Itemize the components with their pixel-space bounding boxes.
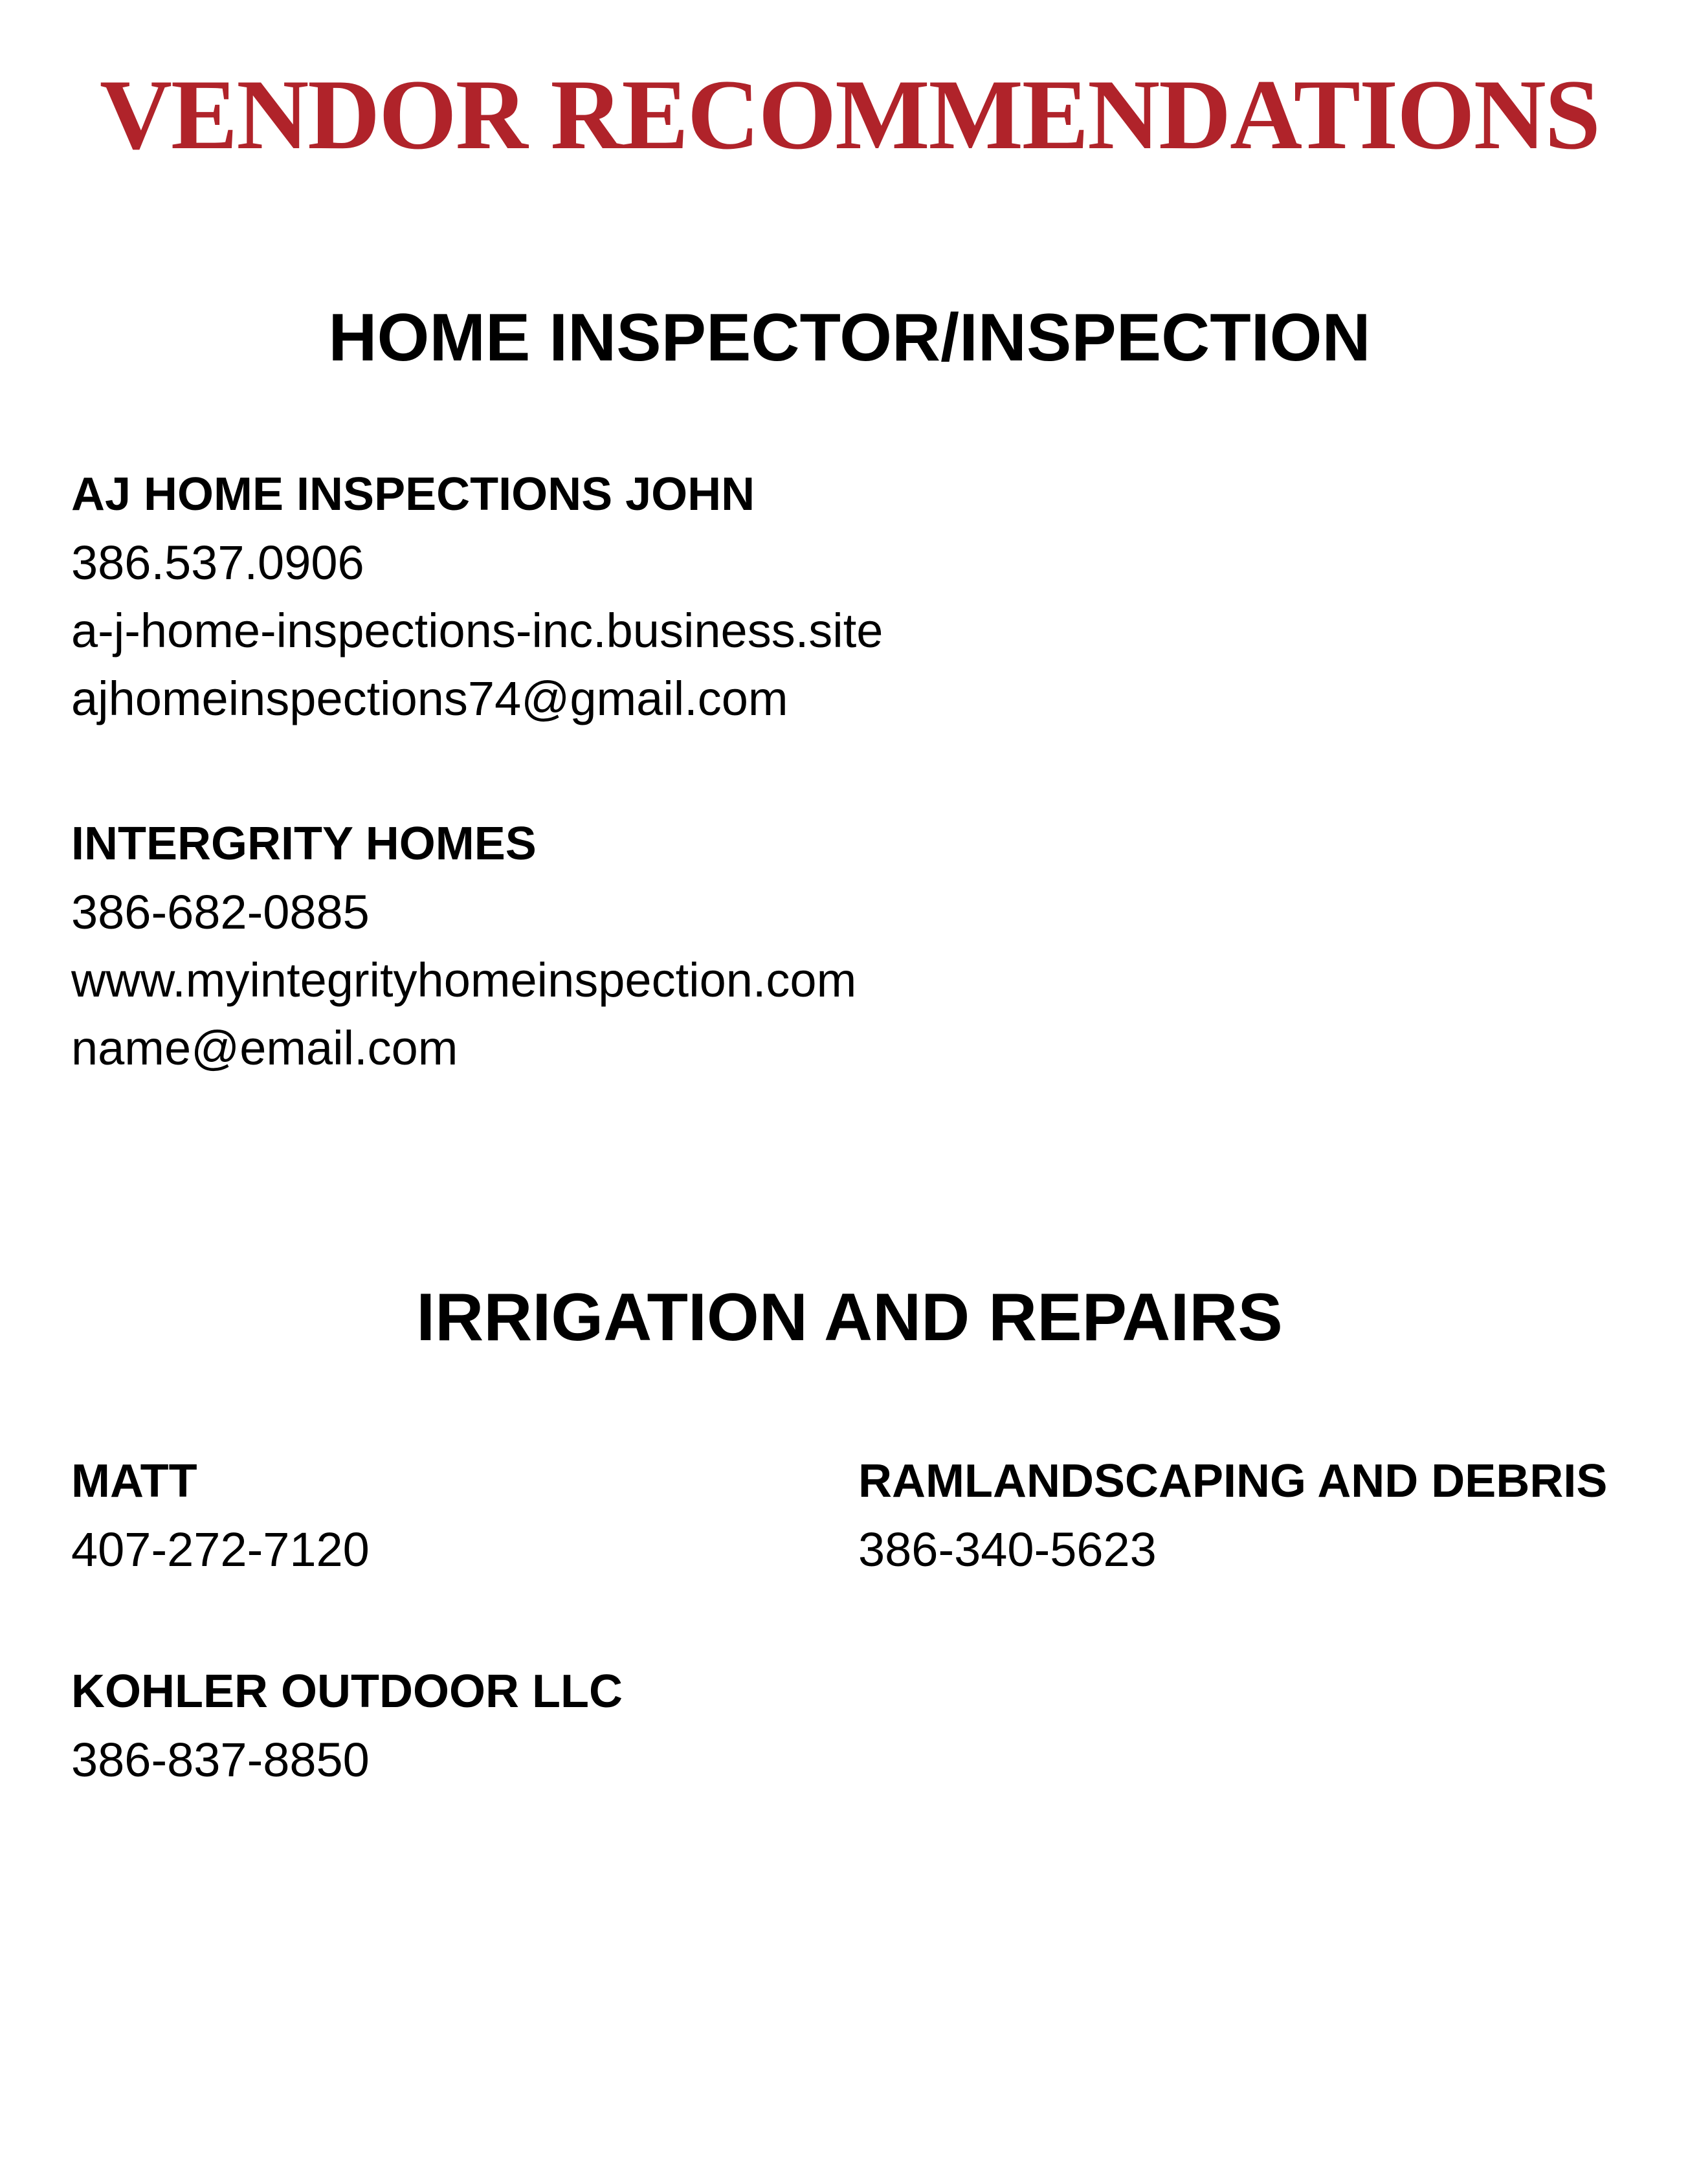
section-heading-irrigation: IRRIGATION AND REPAIRS: [416, 1280, 1283, 1355]
vendor-phone: 407-272-7120: [71, 1523, 370, 1576]
vendor-phone: 386-837-8850: [71, 1733, 370, 1787]
vendor-name: KOHLER OUTDOOR LLC: [71, 1666, 623, 1717]
vendor-card-kohler-outdoor: [71, 1658, 623, 1794]
vendor-card-aj-home-inspections: [71, 461, 883, 733]
vendor-website: www.myintegrityhomeinspection.com: [71, 953, 857, 1007]
vendor-name: INTERGRITY HOMES: [71, 818, 537, 870]
vendor-name: RAMLANDSCAPING AND DEBRIS: [858, 1455, 1608, 1507]
vendor-card-matt: [71, 1448, 370, 1583]
vendor-name: MATT: [71, 1455, 197, 1507]
page-title: VENDOR RECOMMENDATIONS: [100, 59, 1599, 170]
vendor-phone: 386.537.0906: [71, 536, 364, 590]
vendor-phone: 386-682-0885: [71, 885, 370, 939]
vendor-email: ajhomeinspections74@gmail.com: [71, 672, 788, 725]
vendor-website: a-j-home-inspections-inc.business.site: [71, 604, 883, 657]
vendor-name: AJ HOME INSPECTIONS JOHN: [71, 469, 755, 520]
vendor-card-ramlandscaping: [858, 1448, 1607, 1583]
section-heading-home-inspection: HOME INSPECTOR/INSPECTION: [328, 300, 1371, 375]
vendor-phone: 386-340-5623: [858, 1523, 1157, 1576]
vendor-card-intergrity-homes: [71, 810, 856, 1082]
vendor-email: name@email.com: [71, 1021, 458, 1075]
